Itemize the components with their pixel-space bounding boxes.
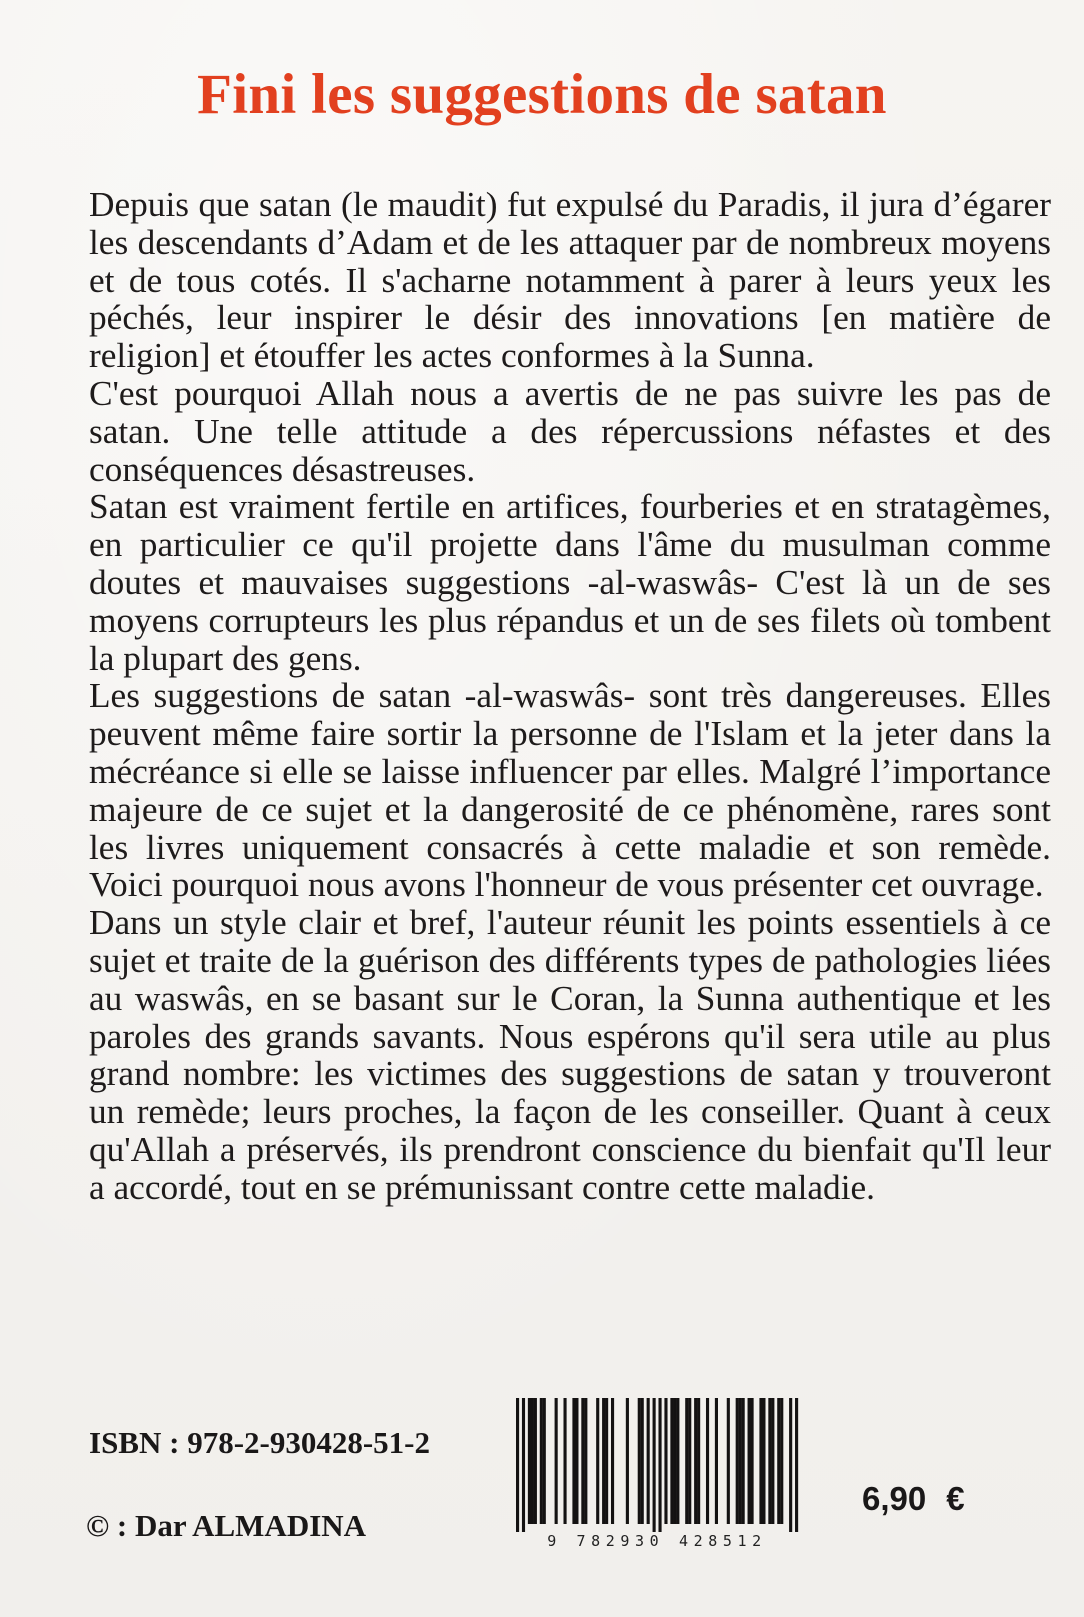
barcode-bar xyxy=(641,1398,644,1524)
barcode-bar xyxy=(694,1398,697,1524)
barcode-bar xyxy=(795,1398,798,1532)
barcode-bar xyxy=(575,1398,578,1524)
barcode-bars xyxy=(512,1398,802,1532)
barcode-bar xyxy=(611,1398,614,1524)
barcode xyxy=(512,1398,802,1558)
blurb-paragraph: Depuis que satan (le maudit) fut expulsé du Paradis, il jura d’égarer les descendants d’Adam et de les attaquer par de nombreux moyens et de tous cotés. Il s'acharne notamment à parer à leurs yeux les péchés, leur inspirer le désir des innovations [en matière de religion] et étouffer les actes conformes à la Sunna. xyxy=(89,185,1051,376)
barcode-bar xyxy=(584,1398,587,1524)
barcode-bar xyxy=(771,1398,774,1524)
barcode-bar xyxy=(581,1398,584,1524)
barcode-digits: 9 782930 428512 xyxy=(547,1532,767,1550)
barcode-bar xyxy=(759,1398,762,1524)
barcode-bar xyxy=(602,1398,605,1524)
barcode-bar xyxy=(596,1398,599,1524)
barcode-bar xyxy=(762,1398,765,1524)
blurb-text xyxy=(89,186,1051,1207)
barcode-bar xyxy=(522,1398,525,1532)
barcode-bar xyxy=(626,1398,629,1524)
barcode-bar xyxy=(638,1398,641,1524)
barcode-bar xyxy=(688,1398,691,1524)
price-tag xyxy=(862,1480,965,1518)
isbn-label: ISBN : 978-2-930428-51-2 xyxy=(89,1425,430,1460)
blurb-paragraph: Les suggestions de satan -al-waswâs- sont très dangereuses. Elles peuvent même faire sortir la personne de l'Islam et la jeter dans la mécréance si elle se laisse influencer par elles. Malgré l’importance majeure de ce sujet et la dangerosité de ce phénomène, rares sont les livres uniquement consacrés à cette maladie et son remède. Voici pourquoi nous avons l'honneur de vous présenter cet ouvrage. xyxy=(89,676,1051,905)
barcode-bar xyxy=(777,1398,780,1524)
barcode-bar xyxy=(751,1398,754,1524)
barcode-bar xyxy=(531,1398,534,1524)
barcode-bar xyxy=(706,1398,709,1524)
barcode-bar xyxy=(768,1398,771,1524)
barcode-bar xyxy=(697,1398,700,1524)
barcode-bar xyxy=(727,1398,730,1524)
barcode-bar xyxy=(715,1398,718,1524)
barcode-bar xyxy=(676,1398,679,1524)
publisher-label: © : Dar ALMADINA xyxy=(86,1508,367,1543)
barcode-bar xyxy=(736,1398,739,1524)
barcode-bar xyxy=(528,1398,531,1524)
barcode-bar xyxy=(647,1398,650,1524)
barcode-bar xyxy=(516,1398,519,1532)
barcode-bar xyxy=(664,1398,667,1524)
barcode-bar xyxy=(572,1398,575,1524)
barcode-bar xyxy=(555,1398,558,1524)
barcode-bar xyxy=(673,1398,676,1524)
barcode-bar xyxy=(748,1398,751,1524)
blurb-paragraph: C'est pourquoi Allah nous a avertis de ne pas suivre les pas de satan. Une telle attitude a des répercussions néfastes et des conséquences désastreuses. xyxy=(89,373,1051,489)
blurb-paragraph: Dans un style clair et bref, l'auteur réunit les points essentiels à ce sujet et traite de la guérison des différents types de pathologies liées au waswâs, en se basant sur le Coran, la Sunna authentique et les paroles des grands savants. Nous espérons qu'il sera utile au plus grand nombre: les victimes des suggestions de satan y trouveront un remède; leurs proches, la façon de les conseiller. Quant à ceux qu'Allah a préservés, ils prendront conscience du bienfait qu'Il leur a accordé, tout en se prémunissant contre cette maladie. xyxy=(89,903,1051,1207)
price-amount: 6,90 xyxy=(862,1480,927,1517)
barcode-bar xyxy=(563,1398,566,1524)
barcode-bar xyxy=(685,1398,688,1524)
barcode-bar xyxy=(658,1398,661,1532)
barcode-bar xyxy=(739,1398,742,1524)
book-title: Fini les suggestions de satan xyxy=(197,63,887,126)
price-currency: € xyxy=(946,1480,965,1517)
barcode-bar xyxy=(670,1398,673,1524)
barcode-bar xyxy=(742,1398,745,1524)
barcode-bar xyxy=(789,1398,792,1532)
barcode-bar xyxy=(540,1398,543,1524)
barcode-bar xyxy=(605,1398,608,1524)
blurb-paragraph: Satan est vraiment fertile en artifices, fourberies et en stratagèmes, en particulier ce qu'il projette dans l'âme du musulman comme doutes et mauvaises suggestions -al-waswâs- C'est là un de ses moyens corrupteurs les plus répandus et un de ses filets où tombent la plupart des gens. xyxy=(89,487,1051,678)
barcode-bar xyxy=(780,1398,783,1524)
barcode-bar xyxy=(543,1398,546,1524)
barcode-bar xyxy=(653,1398,656,1532)
barcode-bar xyxy=(534,1398,537,1524)
